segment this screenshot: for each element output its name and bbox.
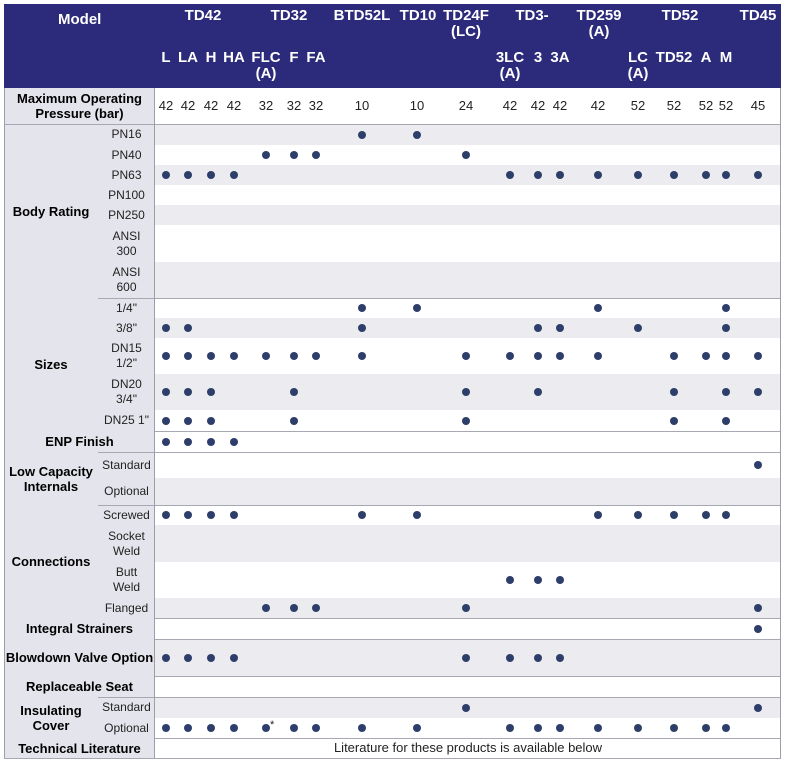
row-sublabel: Standard [102,457,151,472]
model-variant-4: FLC (A) [251,49,281,82]
availability-dot [754,352,762,360]
model-variant-6: FA [306,49,326,66]
row-sublabel: Butt Weld [112,565,141,594]
table-row [155,262,781,298]
availability-dot [413,511,421,519]
availability-dot [634,171,642,179]
group-divider [4,452,781,453]
row-sublabel: Optional [104,720,149,735]
availability-dot [230,438,238,446]
availability-dot [634,724,642,732]
availability-dot [162,171,170,179]
table-row [155,318,781,338]
table-row [155,452,781,478]
availability-dot [290,724,298,732]
availability-dot [162,417,170,425]
availability-dot [358,304,366,312]
model-variant-13: M [719,49,733,66]
availability-dot [162,724,170,732]
pressure-value: 24 [458,98,474,113]
table-row [155,676,781,697]
availability-dot [413,724,421,732]
availability-dot [702,171,710,179]
model-variant-2: H [205,49,217,66]
row-sublabel: DN15 1/2" [111,341,142,370]
model-variant-11: TD52 [655,49,693,66]
availability-dot [754,704,762,712]
availability-dot [534,324,542,332]
availability-dot [506,352,514,360]
availability-dot [722,352,730,360]
pressure-value: 45 [750,98,766,113]
availability-dot [702,724,710,732]
availability-dot [162,438,170,446]
availability-dot [462,654,470,662]
row-sublabel: PN16 [111,127,142,141]
availability-dot [462,604,470,612]
availability-dot [312,604,320,612]
group-label-strain: Integral Strainers [26,621,133,636]
availability-dot [207,724,215,732]
availability-dot [722,304,730,312]
availability-dot [506,654,514,662]
availability-dot [358,352,366,360]
row-sublabel: PN63 [111,167,142,182]
pressure-value: 52 [630,98,646,113]
availability-dot [312,724,320,732]
availability-dot [312,352,320,360]
model-variant-9: 3A [550,49,570,66]
group-label-blow: Blowdown Valve Option [5,650,154,665]
model-group-0: TD42 [184,7,222,24]
availability-dot [506,171,514,179]
pressure-value: 42 [203,98,219,113]
availability-dot [722,511,730,519]
availability-dot [722,171,730,179]
availability-dot [262,724,270,732]
availability-dot [754,461,762,469]
availability-dot [634,324,642,332]
pressure-value: 32 [286,98,302,113]
pressure-value: 10 [409,98,425,113]
availability-dot [506,576,514,584]
availability-dot [230,171,238,179]
availability-dot [184,324,192,332]
table-header [4,4,781,88]
availability-dot [290,417,298,425]
row-sublabel: DN25 1" [104,413,149,427]
availability-dot [184,388,192,396]
availability-dot [184,724,192,732]
availability-dot [670,511,678,519]
group-label-ins: Insulating Cover [20,702,82,733]
availability-dot [207,388,215,396]
availability-dot [722,417,730,425]
pressure-value: 32 [258,98,274,113]
border-label [154,88,155,758]
availability-dot [462,417,470,425]
pressure-value: 42 [530,98,546,113]
pressure-value: 10 [354,98,370,113]
row-sublabel: 1/4" [116,300,137,315]
availability-dot [754,171,762,179]
availability-dot [184,511,192,519]
group-label-enp: ENP Finish [45,434,114,449]
availability-dot [594,304,602,312]
availability-dot [754,604,762,612]
availability-dot [162,324,170,332]
row-sublabel: Optional [104,484,149,498]
availability-dot [230,724,238,732]
group-label-sizes: Sizes [34,357,68,372]
availability-dot [670,171,678,179]
pressure-value: 42 [180,98,196,113]
pressure-value: 32 [308,98,324,113]
availability-dot [230,654,238,662]
row-sublabel: ANSI 300 [112,228,141,258]
row-sublabel: Socket Weld [108,528,145,558]
availability-dot [207,654,215,662]
model-group-2: BTD52L [333,7,391,24]
availability-dot [670,724,678,732]
availability-dot [358,324,366,332]
footnote-star: * [270,719,275,731]
table-row [155,562,781,598]
availability-dot [534,352,542,360]
availability-dot [290,388,298,396]
availability-dot [754,388,762,396]
model-variant-12: A [700,49,712,66]
availability-dot [754,625,762,633]
availability-dot [184,438,192,446]
availability-dot [184,654,192,662]
model-variant-10: LC (A) [627,49,649,82]
group-label-body: Body Rating [12,203,90,219]
border-left [4,88,5,758]
model-group-1: TD32 [270,7,308,24]
model-variant-7: 3LC (A) [495,49,525,82]
availability-dot [556,576,564,584]
model-variant-8: 3 [533,49,543,66]
availability-dot [162,654,170,662]
availability-dot [462,388,470,396]
group-label-seat: Replaceable Seat [26,679,133,694]
availability-dot [594,171,602,179]
model-group-8: TD45 [739,7,777,24]
availability-dot [670,417,678,425]
availability-dot [534,654,542,662]
model-group-6: TD259 (A) [576,7,622,40]
availability-dot [506,724,514,732]
availability-dot [184,352,192,360]
availability-dot [556,352,564,360]
table-row [155,124,781,145]
row-sublabel: DN20 3/4" [111,377,142,406]
row-sublabel: PN250 [108,207,145,222]
availability-dot [230,511,238,519]
table-row [155,505,781,525]
group-label-lci: Low Capacity Internals [9,463,93,494]
table-row [155,298,781,318]
availability-dot [556,654,564,662]
availability-dot [413,131,421,139]
availability-dot [358,511,366,519]
table-row [155,185,781,205]
row-sublabel: Screwed [103,507,150,522]
availability-dot [702,352,710,360]
row-sublabel: ANSI 600 [112,265,141,294]
availability-dot [207,352,215,360]
row-sublabel: 3/8" [116,320,137,335]
table-row [155,205,781,225]
availability-dot [162,388,170,396]
availability-dot [534,388,542,396]
availability-dot [184,417,192,425]
pressure-value: 52 [718,98,734,113]
availability-dot [207,511,215,519]
model-group-7: TD52 [661,7,699,24]
pressure-label: Maximum Operating Pressure (bar) [17,91,142,121]
availability-dot [230,352,238,360]
row-sublabel: Standard [102,700,151,714]
availability-dot [462,704,470,712]
model-variant-3: HA [223,49,245,66]
availability-dot [262,352,270,360]
pressure-value: 42 [158,98,174,113]
availability-dot [462,352,470,360]
table-row [155,525,781,562]
table-row [155,718,781,738]
availability-dot [556,171,564,179]
table-row [155,165,781,185]
table-row [155,431,781,452]
availability-dot [462,151,470,159]
availability-dot [358,724,366,732]
model-variant-1: LA [178,49,198,66]
availability-dot [670,352,678,360]
model-group-5: TD3- [515,7,549,24]
availability-dot [534,576,542,584]
availability-dot [162,511,170,519]
pressure-value: 42 [226,98,242,113]
availability-dot [556,724,564,732]
model-group-3: TD10 [399,7,437,24]
availability-dot [358,131,366,139]
availability-dot [207,417,215,425]
table-row [155,618,781,639]
table-row [155,225,781,262]
availability-dot [594,724,602,732]
group-divider [4,697,781,698]
availability-dot [594,511,602,519]
border-bottom [4,758,781,759]
availability-dot [312,151,320,159]
availability-dot [290,151,298,159]
availability-dot [290,352,298,360]
pressure-value: 52 [666,98,682,113]
group-divider [4,505,781,506]
row-sublabel: PN40 [111,147,142,162]
group-label-conn: Connections [11,554,91,569]
row-sublabel: Flanged [104,600,149,615]
availability-dot [722,388,730,396]
table-row [155,478,781,505]
availability-dot [162,352,170,360]
border-right [780,88,781,758]
model-variant-0: L [161,49,171,66]
availability-dot [207,438,215,446]
availability-dot [184,171,192,179]
group-divider [4,298,781,299]
availability-dot [634,511,642,519]
availability-dot [290,604,298,612]
availability-dot [262,604,270,612]
availability-dot [594,352,602,360]
pressure-value: 42 [590,98,606,113]
pressure-value: 42 [552,98,568,113]
row-sublabel: PN100 [108,187,145,202]
availability-dot [670,388,678,396]
availability-dot [534,171,542,179]
availability-dot [534,724,542,732]
group-label-lit: Technical Literature [18,740,141,756]
availability-dot [262,151,270,159]
pressure-value: 52 [698,98,714,113]
pressure-value: 42 [502,98,518,113]
availability-dot [722,724,730,732]
availability-dot [207,171,215,179]
model-label: Model [58,11,102,28]
model-group-4: TD24F (LC) [443,7,489,40]
availability-dot [413,304,421,312]
availability-dot [722,324,730,332]
divider [4,124,781,125]
availability-dot [556,324,564,332]
model-variant-5: F [289,49,299,66]
technical-literature-note: Literature for these products is available below [333,740,603,755]
availability-dot [702,511,710,519]
